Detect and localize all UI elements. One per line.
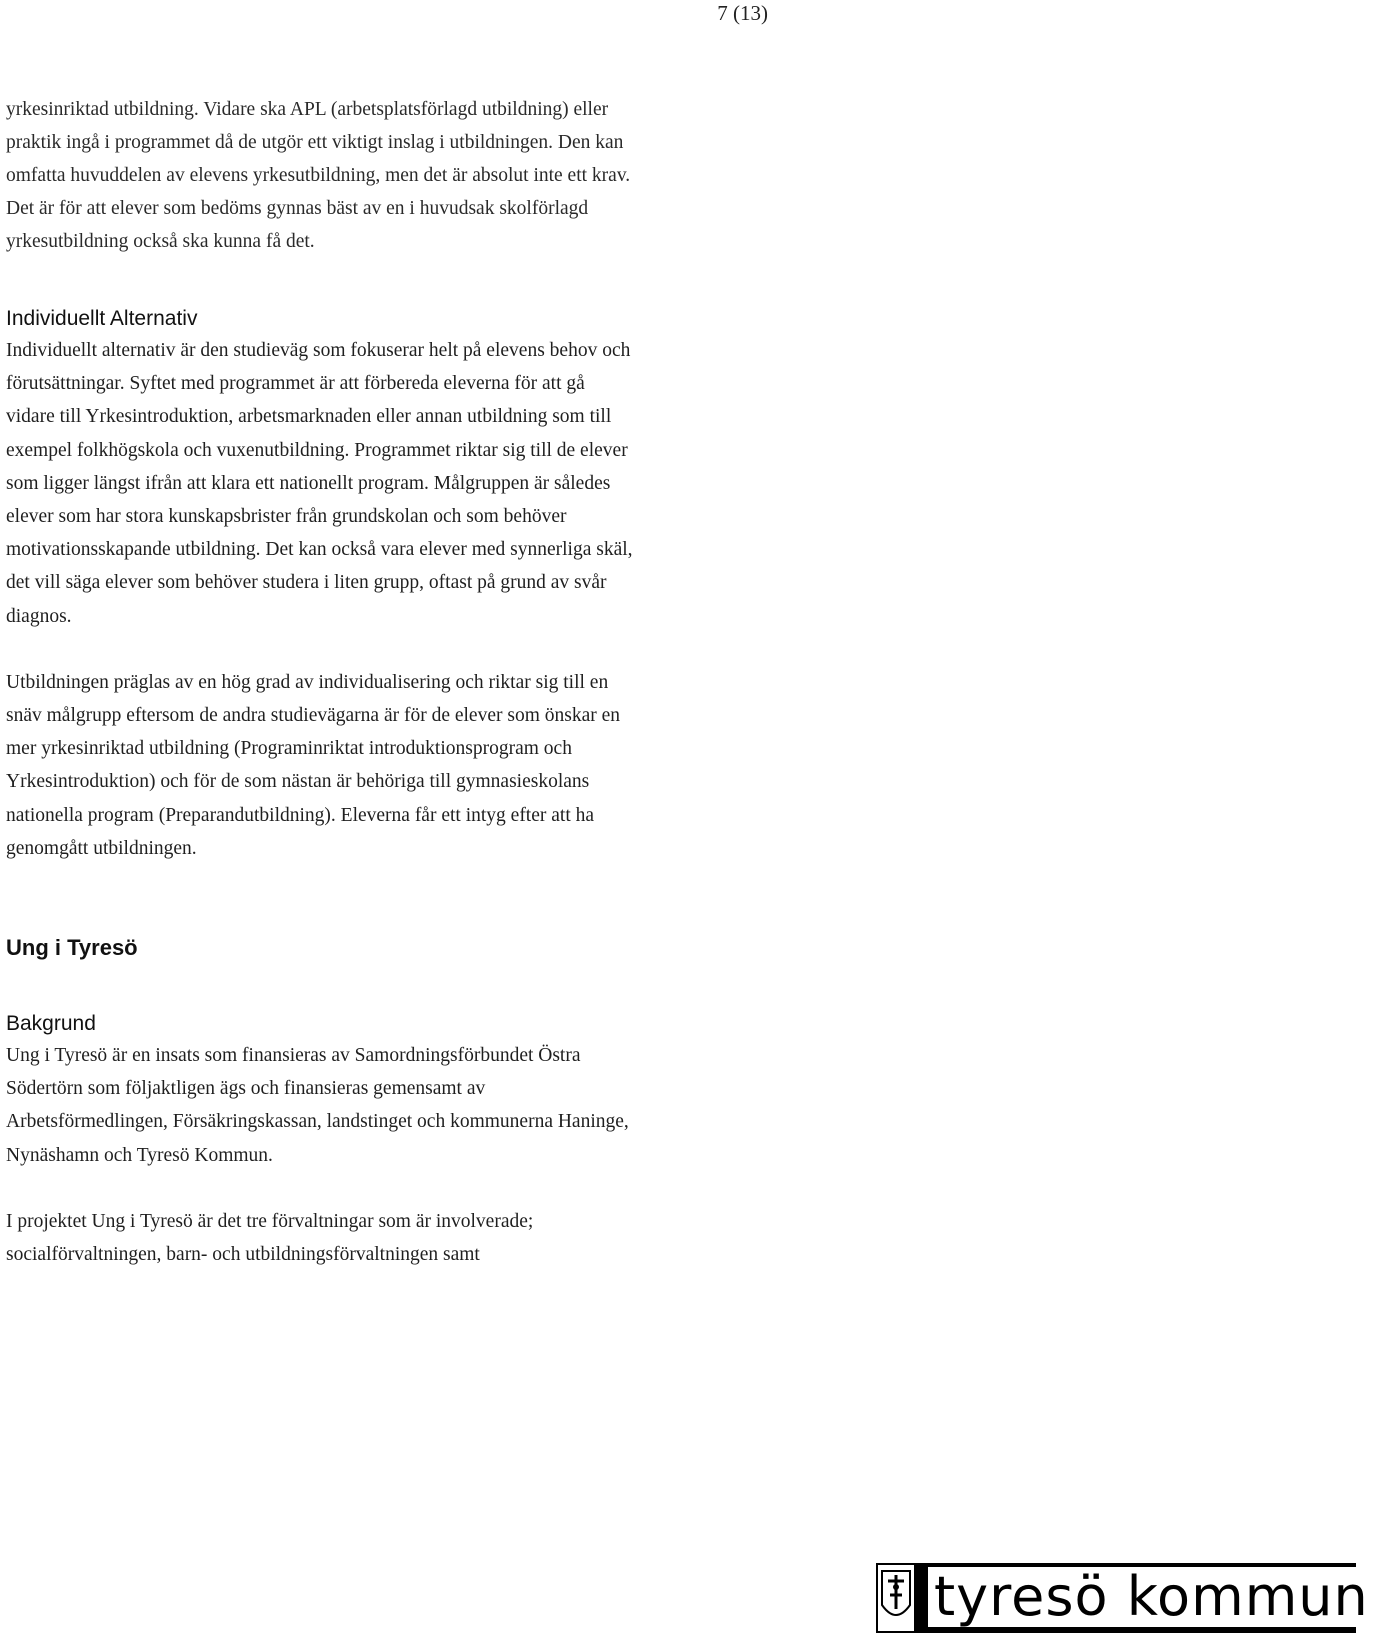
municipal-crest-icon bbox=[876, 1563, 916, 1633]
intro-paragraph: yrkesinriktad utbildning. Vidare ska APL (arbetsplatsförlagd utbildning) eller praktik ingå i programmet då de utgör ett viktigt inslag i utbildningen. Den kan omfatta huvuddelen av elevens yrkesutbildning, men det är absolut inte ett krav. Det är för att elever som bedöms gynnas bäst av en i huvudsak skolförlagd yrkesutbildning också ska kunna få det. bbox=[6, 99, 631, 252]
heading-individuellt-alternativ: Individuellt Alternativ bbox=[6, 307, 198, 330]
heading-bakgrund: Bakgrund bbox=[6, 1012, 96, 1036]
document-body bbox=[6, 93, 766, 1271]
page-number: 7 (13) bbox=[717, 1, 768, 25]
individuellt-paragraph-2: Utbildningen präglas av en hög grad av individualisering och riktar sig till en snäv målgrupp eftersom de andra studievägarna är för de elever som önskar en mer yrkesinriktad utbildning (Programinriktat introduktionsprogram och Yrkesintroduktion) och för de som nästan är behöriga till gymnasieskolans nationella program (Preparandutbildning). Eleverna får ett intyg efter att ha genomgått utbildningen. bbox=[6, 671, 621, 859]
heading-ung-i-tyreso: Ung i Tyresö bbox=[6, 935, 138, 961]
logo-wordmark: tyresö kommun bbox=[928, 1567, 1375, 1627]
bakgrund-paragraph-1: Ung i Tyresö är en insats som finansieras av Samordningsförbundet Östra Södertörn som följaktligen ägs och finansieras gemensamt av Arbetsförmedlingen, Försäkringskassan, landstinget och kommunerna Haninge, Nynäshamn och Tyresö Kommun. bbox=[6, 1045, 629, 1166]
individuellt-paragraph-1: Individuellt alternativ är den studieväg som fokuserar helt på elevens behov och förutsättningar. Syftet med programmet är att förbereda eleverna för att gå vidare till Yrkesintroduktion, arbetsmarknaden eller annan utbildning som till exempel folkhögskola och vuxenutbildning. Programmet riktar sig till de elever som ligger längst ifrån att klara ett nationellt program. Målgruppen är således elever som har stora kunskapsbrister från grundskolan och som behöver motivationsskapande utbildning. Det kan också vara elever med synnerliga skäl, det vill säga elever som behöver studera i liten grupp, oftast på grund av svår diagnos. bbox=[6, 340, 633, 627]
bakgrund-paragraph-2: I projektet Ung i Tyresö är det tre förvaltningar som är involverade; socialförvaltningen, barn- och utbildningsförvaltningen samt bbox=[6, 1210, 534, 1266]
tyreso-kommun-logo bbox=[876, 1563, 1369, 1633]
